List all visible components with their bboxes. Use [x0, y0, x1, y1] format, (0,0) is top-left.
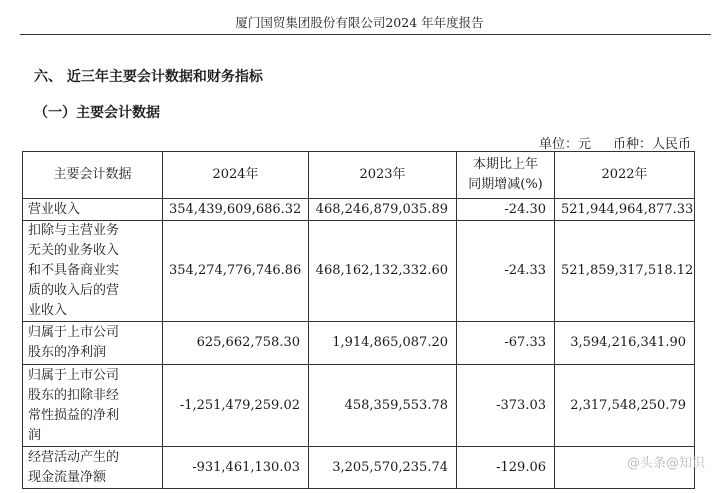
value-2023: 3,205,570,235.74 — [309, 447, 457, 489]
value-change: -67.33 — [457, 322, 555, 365]
value-change: -129.06 — [457, 447, 555, 489]
watermark: @头条@知识 — [626, 456, 705, 471]
row-label: 经营活动产生的 现金流量净额 — [23, 447, 163, 489]
header-2022: 2022年 — [555, 152, 695, 199]
value-2023: 458,359,553.78 — [309, 365, 457, 447]
subsection-title: （一）主要会计数据 — [34, 105, 160, 121]
header-item: 主要会计数据 — [23, 152, 163, 199]
unit-line — [539, 133, 691, 152]
table-row — [23, 365, 695, 447]
table-row — [23, 199, 695, 221]
value-2024: 354,274,776,746.86 — [163, 221, 309, 322]
row-label: 归属于上市公司 股东的净利润 — [23, 322, 163, 365]
value-2024: 354,439,609,686.32 — [163, 199, 309, 221]
value-2024: 625,662,758.30 — [163, 322, 309, 365]
value-2022: 521,944,964,877.33 — [555, 199, 695, 221]
value-2023: 1,914,865,087.20 — [309, 322, 457, 365]
table-row — [23, 447, 695, 489]
value-2024: -1,251,479,259.02 — [163, 365, 309, 447]
value-2022: 521,859,317,518.12 — [555, 221, 695, 322]
row-label: 扣除与主营业务 无关的业务收入 和不具备商业实 质的收入后的营 业收入 — [23, 221, 163, 322]
value-change: -24.33 — [457, 221, 555, 322]
value-2023: 468,162,132,332.60 — [309, 221, 457, 322]
section-title: 六、 近三年主要会计数据和财务指标 — [34, 69, 263, 85]
value-change: -24.30 — [457, 199, 555, 221]
table-row — [23, 221, 695, 322]
unit-label: 单位：元 — [538, 137, 591, 152]
table-header-row — [23, 152, 695, 199]
currency-label: 币种：人民币 — [612, 137, 691, 152]
table-row — [23, 322, 695, 365]
header-divider — [20, 34, 711, 35]
row-label: 归属于上市公司 股东的扣除非经 常性损益的净利 润 — [23, 365, 163, 447]
value-change: -373.03 — [457, 365, 555, 447]
value-2023: 468,246,879,035.89 — [309, 199, 457, 221]
header-2023: 2023年 — [309, 152, 457, 199]
value-2022: 3,594,216,341.90 — [555, 322, 695, 365]
row-label: 营业收入 — [23, 199, 163, 221]
header-change: 本期比上年 同期增减(%) — [457, 152, 555, 199]
report-header: 厦门国贸集团股份有限公司2024 年年度报告 — [235, 15, 484, 30]
value-2024: -931,461,130.03 — [163, 447, 309, 489]
header-2024: 2024年 — [163, 152, 309, 199]
accounting-data-table — [22, 151, 695, 489]
value-2022: 2,317,548,250.79 — [555, 365, 695, 447]
